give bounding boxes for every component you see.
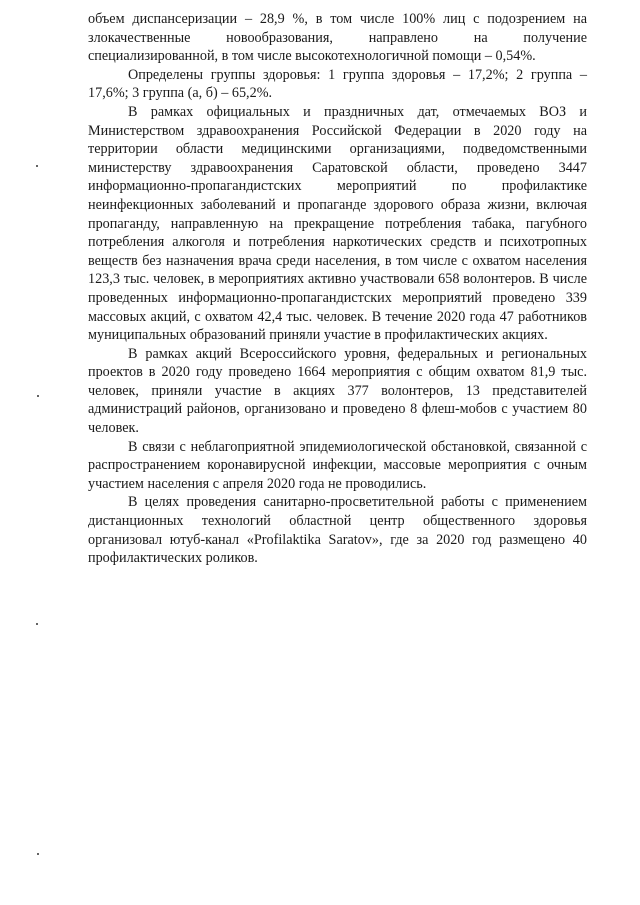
scan-speck [37,395,39,397]
paragraph-federal-projects: В рамках акций Всероссийского уровня, федеральных и региональных проектов в 2020 году проведено 1664 мероприятия с общим охватом 81,9 тыс. человек, приняли участие в акциях 377 волонтеров, 13 представителей администраций районов, организовано и проведено 8 флеш-мобов с участием 80 человек. [88,345,587,437]
scan-speck [37,853,39,855]
paragraph-who-events: В рамках официальных и праздничных дат, отмечаемых ВОЗ и Министерством здравоохранения Российской Федерации в 2020 году на территории области медицинскими организациями, подведомственными министерству здравоохранения Саратовской области, проведено 3447 информационно-пропагандистских мероприятий по профилактике неинфекционных заболеваний и пропаганде здорового образа жизни, включая пропаганду, направленную на прекращение потребления табака, пагубного потребления алкоголя и потребления наркотических средств и психотропных веществ без назначения врача среди населения, в том числе с охватом населения 123,3 тыс. человек, в мероприятиях активно участвовали 658 волонтеров. В числе проведенных информационно-пропагандистских мероприятий проведено 339 массовых акций, с охватом 42,4 тыс. человек. В течение 2020 года 47 работников муниципальных образований приняли участие в профилактических акциях. [88,103,587,344]
paragraph-covid-restrictions: В связи с неблагоприятной эпидемиологической обстановкой, связанной с распространением коронавирусной инфекции, массовые мероприятия с очным участием населения с апреля 2020 года не проводились. [88,438,587,492]
document-body [88,10,587,568]
scan-speck [36,623,38,625]
paragraph-health-groups: Определены группы здоровья: 1 группа здоровья – 17,2%; 2 группа – 17,6%; 3 группа (а, б) – 65,2%. [88,66,587,102]
paragraph-youtube-channel: В целях проведения санитарно-просветительной работы с применением дистанционных технологий областной центр общественного здоровья организовал ютуб-канал «Profilaktika Saratov», где за 2020 год размещено 40 профилактических роликов. [88,494,587,567]
paragraph-dispensary-coverage: объем диспансеризации – 28,9 %, в том числе 100% лиц с подозрением на злокачественные новообразования, направлено на получение специализированной, в том числе высокотехнологичной помощи – 0,54%. [88,11,587,65]
scan-speck [36,165,38,167]
